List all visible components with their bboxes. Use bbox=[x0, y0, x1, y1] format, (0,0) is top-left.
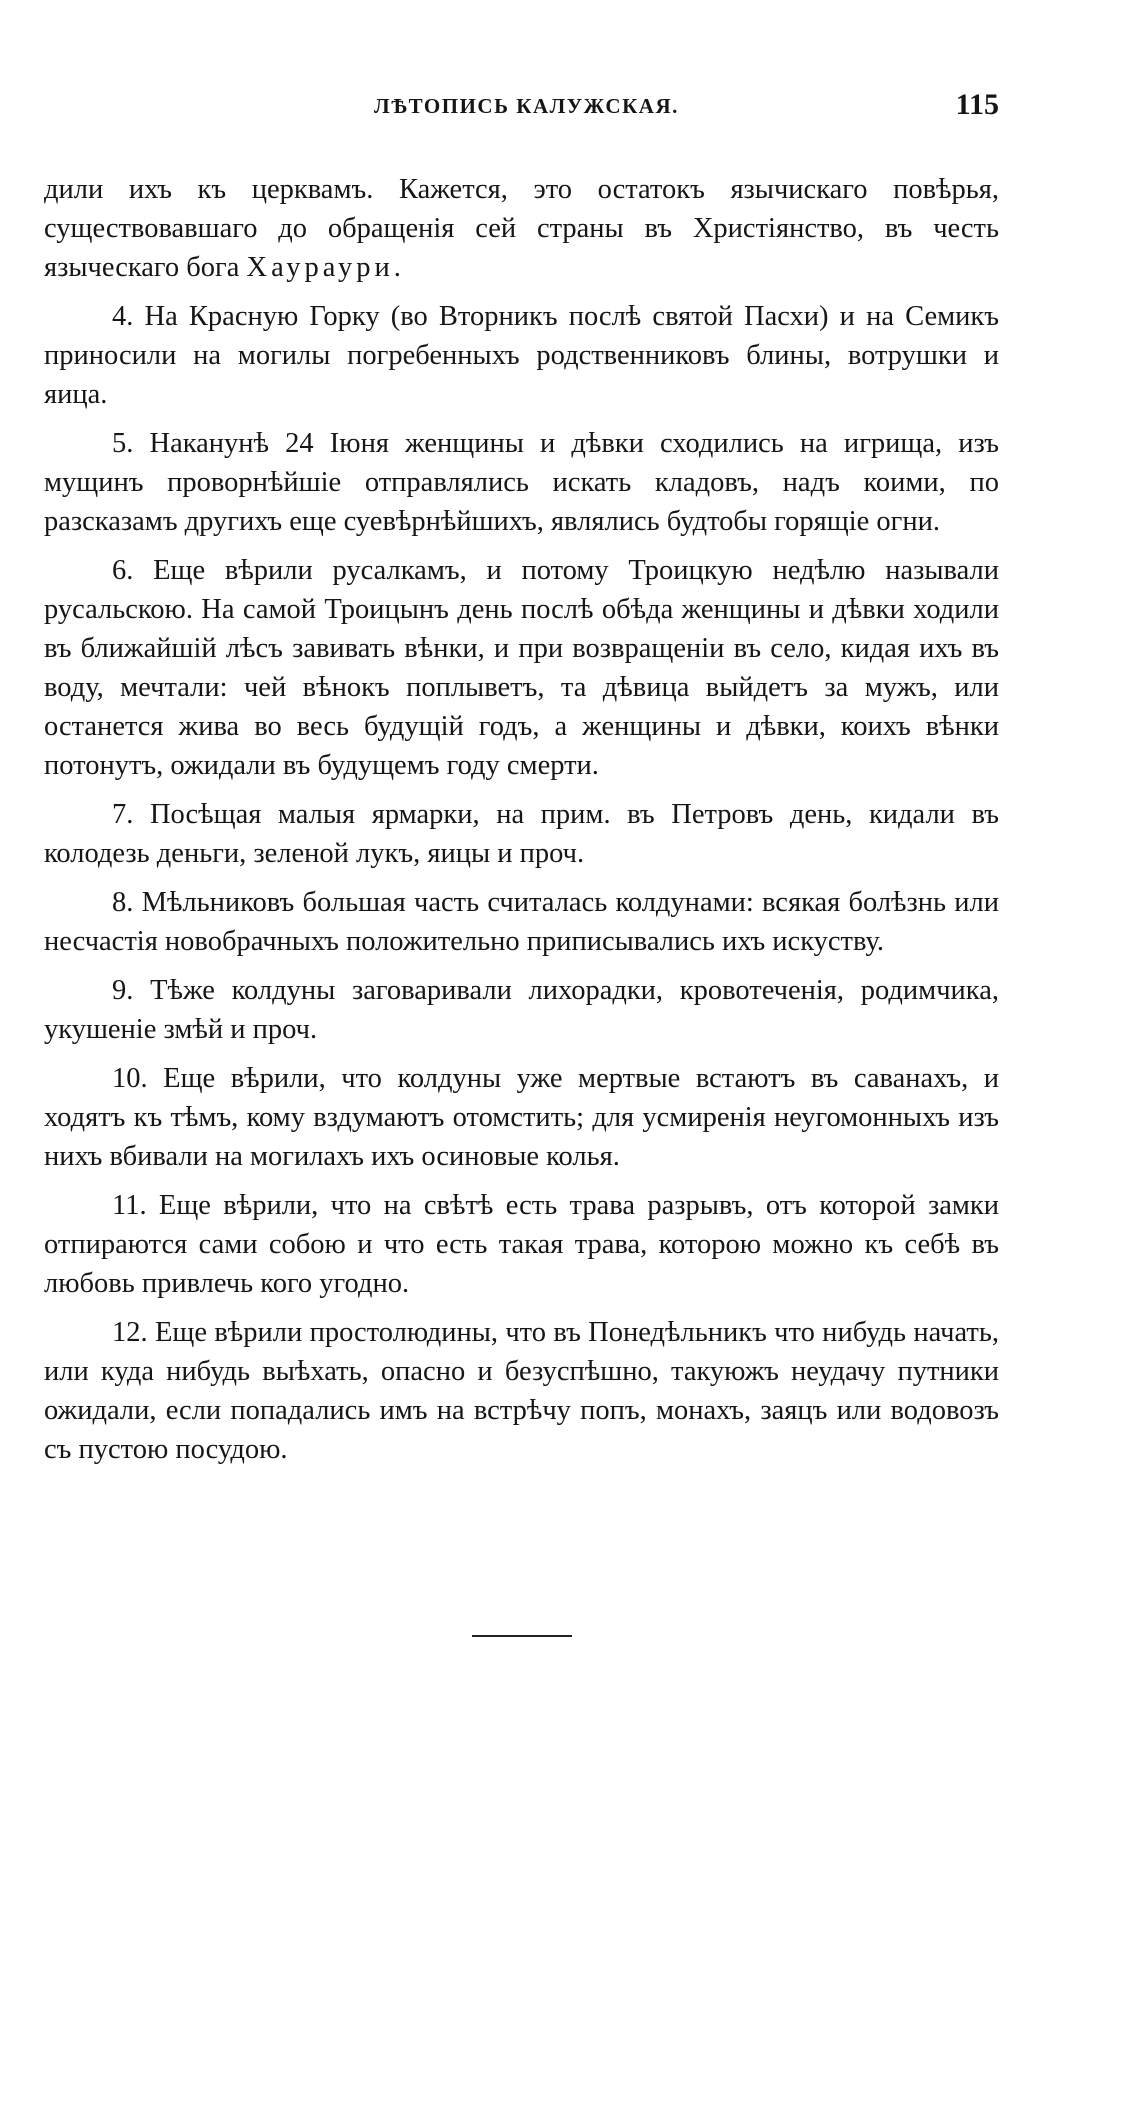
paragraph-continuation bbox=[44, 170, 999, 287]
paragraph-item-11: 11. Еще вѣрили, что на свѣтѣ есть трава разрывъ, отъ которой замки отпираются сами собою и что есть такая трава, которою можно къ себѣ въ любовь привлечь кого угодно. bbox=[44, 1190, 999, 1299]
paragraph-item-5: 5. Наканунѣ 24 Іюня женщины и дѣвки сходились на игрища, изъ мущинъ проворнѣйшіе отправлялись искать кладовъ, надъ коими, по разсказамъ другихъ еще суевѣрнѣйшихъ, являлись будтобы горящіе огни. bbox=[44, 428, 999, 537]
paragraph-item-9: 9. Тѣже колдуны заговаривали лихорадки, кровотеченія, родимчика, укушеніе змѣй и проч. bbox=[44, 975, 999, 1045]
paragraph-item-12: 12. Еще вѣрили простолюдины, что въ Понедѣльникъ что нибудь начать, или куда нибудь выѣхать, опасно и безуспѣшно, такуюжъ неудачу путники ожидали, если попадались имъ на встрѣчу попъ, монахъ, заяцъ или водовозъ съ пустою посудою. bbox=[44, 1317, 999, 1465]
paragraph-text: дили ихъ къ церквамъ. Кажется, это остатокъ язычискаго повѣрья, существовавшаго до обращенія сей страны въ Христіянство, въ честь языческаго бога bbox=[44, 174, 999, 283]
paragraph-text-end: . bbox=[393, 252, 401, 283]
body-text bbox=[44, 170, 999, 1479]
paragraph-item-7: 7. Посѣщая малыя ярмарки, на прим. въ Петровъ день, кидали въ колодезь деньги, зеленой лукъ, яицы и проч. bbox=[44, 799, 999, 869]
paragraph-item-6: 6. Еще вѣрили русалкамъ, и потому Троицкую недѣлю называли русальскою. На самой Троицынъ день послѣ обѣда женщины и дѣвки ходили въ ближайшій лѣсъ завивать вѣнки, и при возвращеніи въ село, кидая ихъ въ воду, мечтали: чей вѣнокъ поплыветъ, та дѣвица выйдетъ за мужъ, или останется жива во весь будущій годъ, а женщины и дѣвки, коихъ вѣнки потонутъ, ожидали въ будущемъ году смерти. bbox=[44, 555, 999, 781]
paragraph-item-8: 8. Мѣльниковъ большая часть считалась колдунами: всякая болѣзнь или несчастія новобрачныхъ положительно приписывались ихъ искуству. bbox=[44, 887, 999, 957]
paragraph-item-4: 4. На Красную Горку (во Вторникъ послѣ святой Пасхи) и на Семикъ приносили на могилы погребенныхъ родственниковъ блины, вотрушки и яица. bbox=[44, 301, 999, 410]
page-header bbox=[44, 88, 999, 128]
page-number: 115 bbox=[955, 88, 999, 121]
end-rule bbox=[472, 1635, 572, 1637]
spaced-deity-name: Хаураури bbox=[246, 252, 394, 283]
running-title: ЛѢТОПИСЬ КАЛУЖСКАЯ. bbox=[374, 94, 679, 118]
paragraph-item-10: 10. Еще вѣрили, что колдуны уже мертвые встаютъ въ саванахъ, и ходятъ къ тѣмъ, кому вздумаютъ отомстить; для усмиренія неугомонныхъ изъ нихъ вбивали на могилахъ ихъ осиновые колья. bbox=[44, 1063, 999, 1172]
